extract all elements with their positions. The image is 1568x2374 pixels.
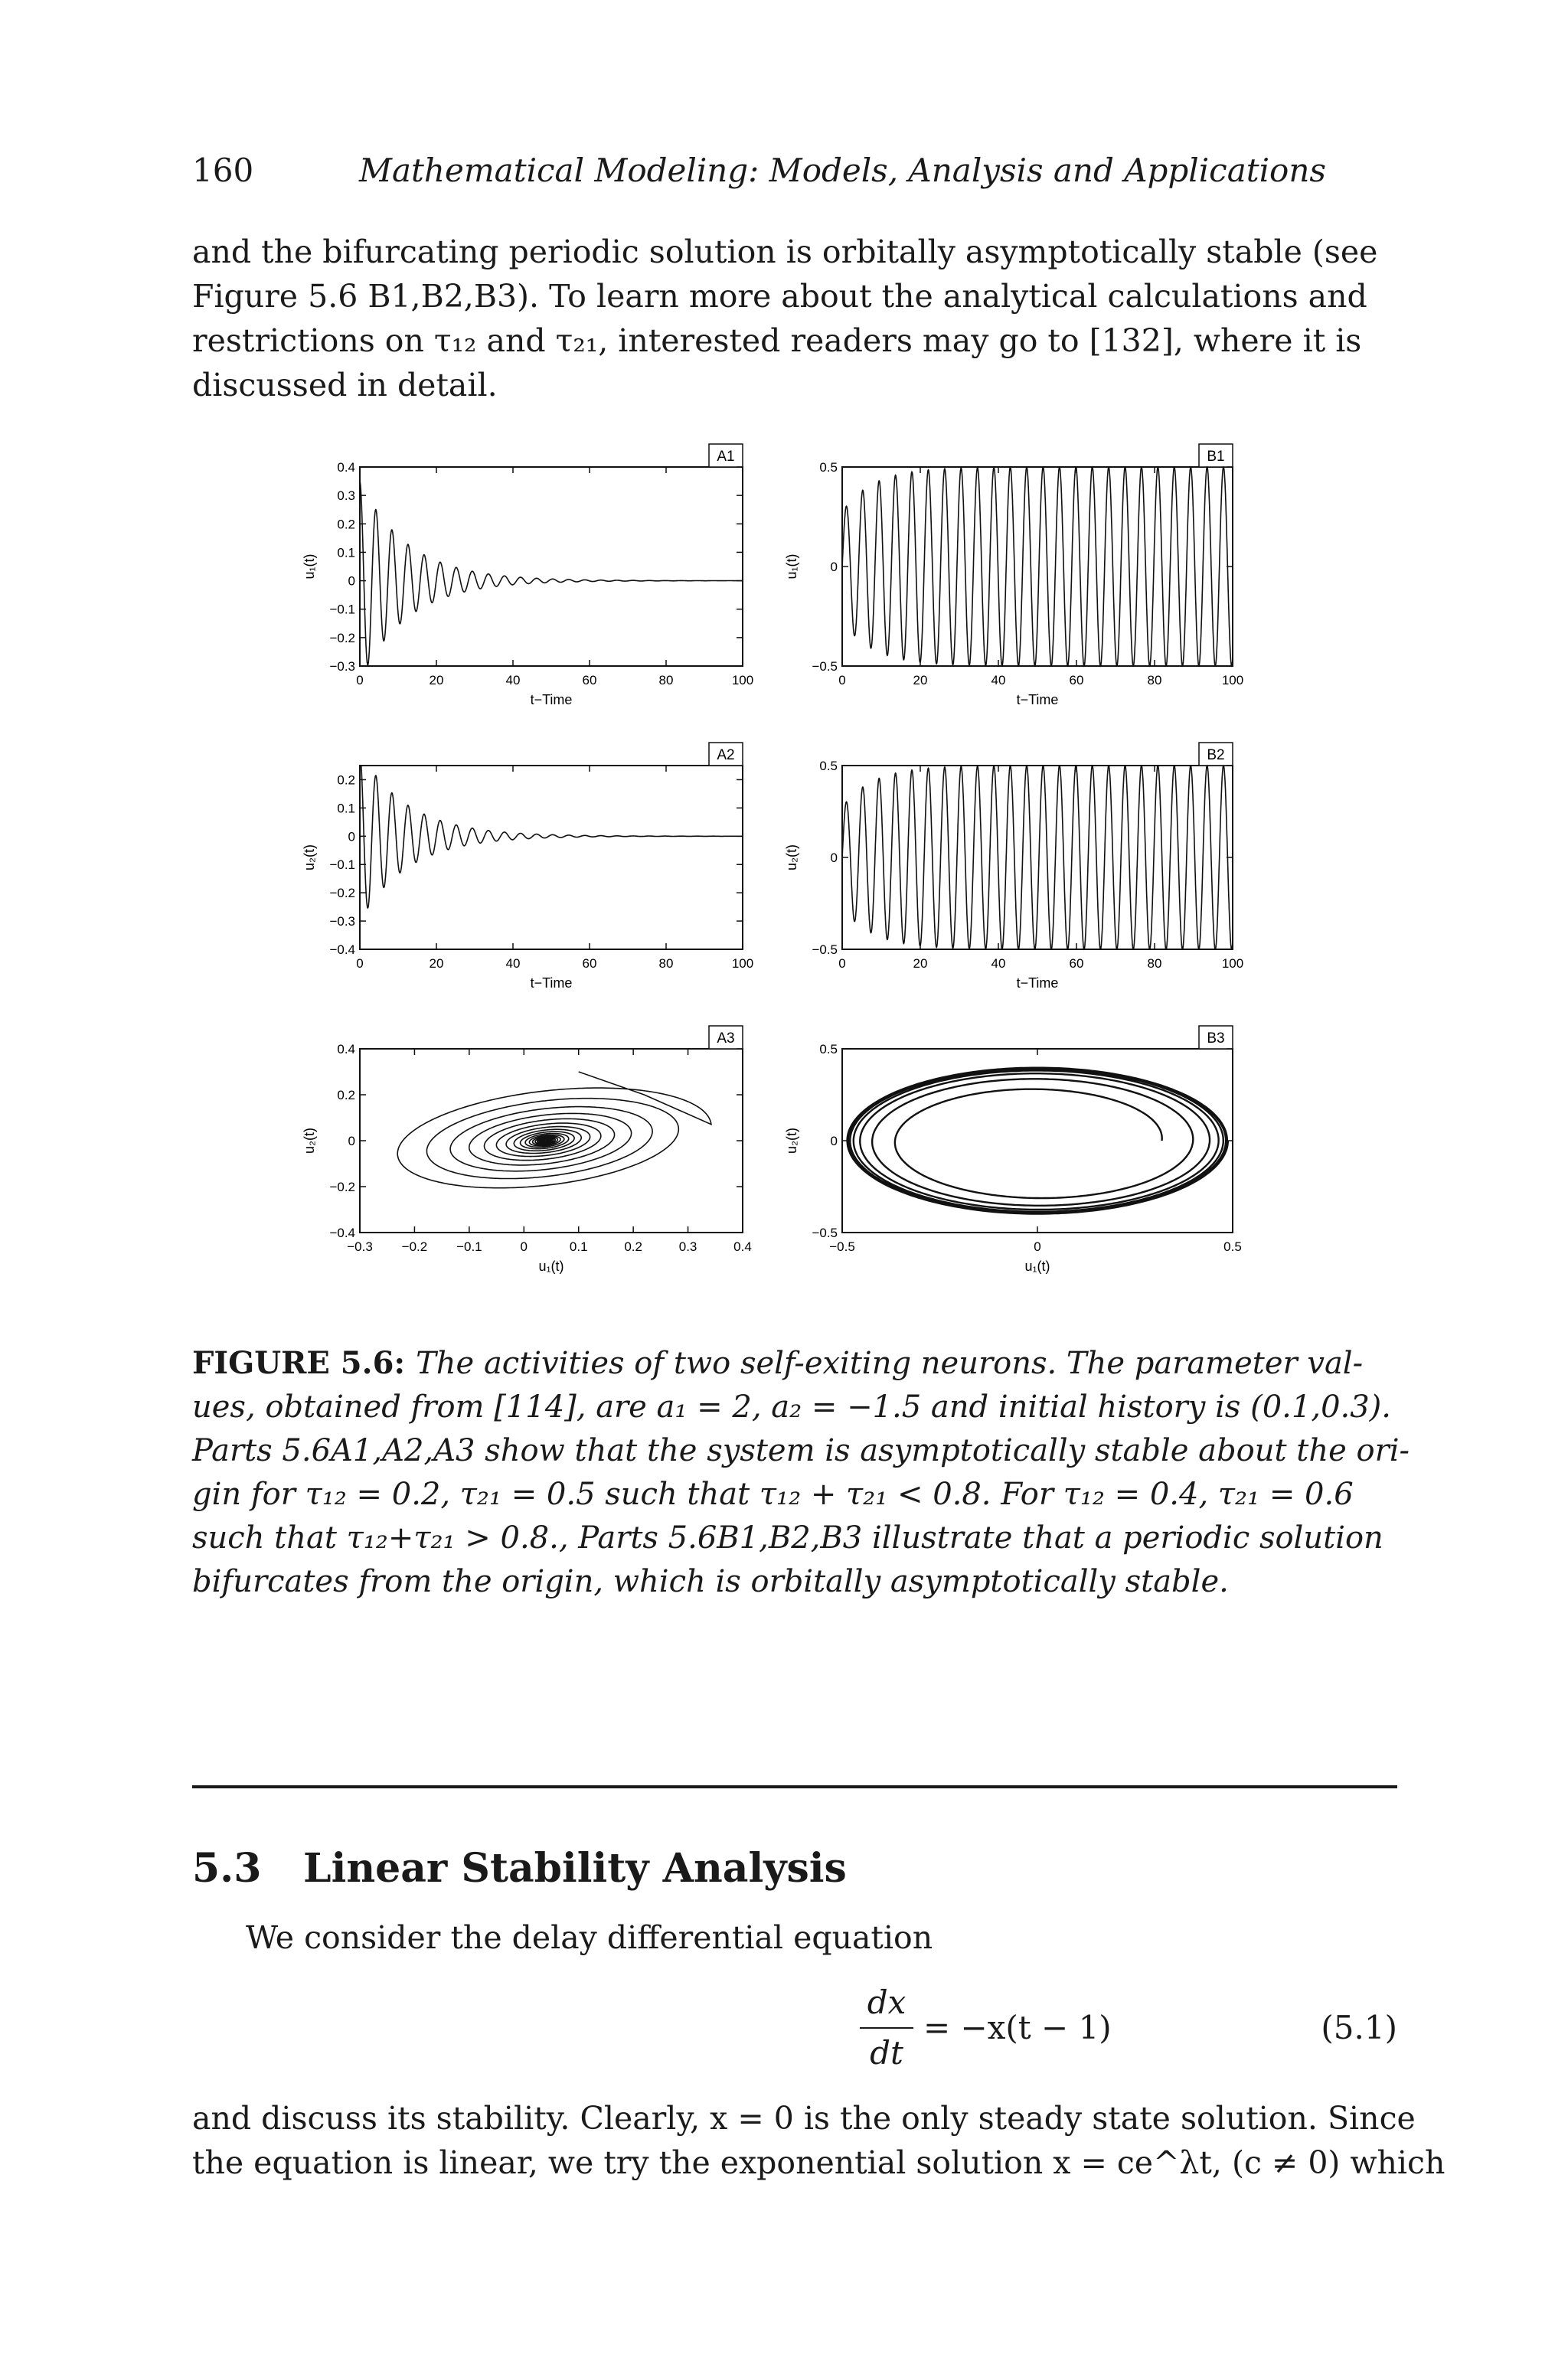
y-tick-label: −0.1 — [329, 857, 355, 873]
x-tick-label: 20 — [429, 956, 444, 971]
y-tick-label: 0 — [348, 1134, 355, 1148]
x-tick-label: 100 — [731, 673, 754, 687]
closing-paragraph — [192, 2096, 1446, 2185]
data-series-line — [360, 766, 743, 908]
panel-label: A3 — [717, 1030, 735, 1047]
y-tick-label: 0.3 — [337, 488, 355, 504]
x-tick-label: 0 — [1034, 1239, 1041, 1254]
section-divider — [192, 1785, 1397, 1788]
x-tick-label: 0.1 — [569, 1239, 588, 1254]
derivative-fraction — [860, 1983, 913, 2073]
x-tick-label: 0 — [356, 673, 364, 687]
caption-line: gin for τ₁₂ = 0.2, τ₂₁ = 0.5 such that τ₁₂ + τ₂₁ < 0.8. For τ₁₂ = 0.4, τ₂₁ = 0.6 — [192, 1477, 1354, 1512]
y-axis-label: u₂(t) — [784, 844, 799, 870]
x-tick-label: 0 — [520, 1239, 528, 1254]
panel-label: A1 — [717, 449, 735, 465]
data-series-line — [842, 766, 1233, 949]
x-tick-label: −0.5 — [829, 1239, 855, 1254]
data-series-line — [360, 482, 743, 665]
data-series-line — [848, 1068, 1228, 1214]
caption-line: such that τ₁₂+τ₂₁ > 0.8., Parts 5.6B1,B2,B3 illustrate that a periodic solution — [192, 1520, 1383, 1556]
data-series-line — [842, 467, 1233, 666]
x-tick-label: 60 — [1069, 673, 1084, 687]
y-tick-label: −0.5 — [812, 659, 838, 674]
y-tick-label: 0.5 — [819, 460, 838, 475]
caption-line: Parts 5.6A1,A2,A3 show that the system is asymptotically stable about the ori- — [192, 1433, 1410, 1468]
y-tick-label: 0.2 — [337, 1088, 355, 1102]
x-tick-label: 0.2 — [624, 1239, 642, 1254]
paragraph-line: and the bifurcating periodic solution is orbitally asymptotically stable (see — [192, 233, 1378, 270]
fraction-bar — [860, 2027, 913, 2029]
y-tick-label: 0.1 — [337, 545, 355, 560]
chart-panel-a3 — [291, 1018, 750, 1301]
x-tick-label: 20 — [429, 673, 444, 687]
x-tick-label: 40 — [505, 956, 521, 971]
paragraph-line: discussed in detail. — [192, 367, 498, 403]
y-tick-label: 0.4 — [337, 1042, 355, 1056]
x-tick-label: 60 — [1069, 956, 1084, 971]
data-series-line — [397, 1072, 711, 1188]
y-axis-label: u₁(t) — [784, 553, 799, 580]
x-tick-label: 40 — [991, 673, 1006, 687]
chart-panel-a1 — [291, 436, 754, 735]
x-tick-label: 0 — [838, 956, 846, 971]
equation-5-1 — [192, 1983, 1397, 2082]
y-tick-label: −0.2 — [329, 1180, 355, 1194]
y-axis-label: u₂(t) — [302, 1128, 317, 1154]
x-axis-label: t−Time — [530, 975, 573, 991]
x-tick-label: 0.5 — [1223, 1239, 1242, 1254]
x-tick-label: 100 — [1221, 673, 1244, 687]
chart-panel-a2 — [291, 735, 754, 1018]
equation-rhs: = −x(t − 1) — [923, 2009, 1112, 2046]
x-tick-label: 60 — [582, 956, 597, 971]
panel-label: A2 — [717, 747, 735, 763]
y-axis-label: u₂(t) — [302, 844, 317, 870]
chart-panel-b2 — [773, 735, 1244, 1018]
y-tick-label: 0.2 — [337, 517, 355, 532]
figure-caption: FIGURE 5.6: The activities of two self-exiting neurons. The parameter val- ues, obtained from [114], are a₁ = 2, a₂ = −1.5 and initial history is (0.1,0.3). Parts 5.6A1,A2,A3 show that the system is asymptotically stable about the ori- gin for τ₁₂ = 0.2, τ₂₁ = 0.5 such that τ₁₂ + τ₂₁ < 0.8. For τ₁₂ = 0.4, τ₂₁ = 0.6 such that τ₁₂+τ₂₁ > 0.8., Parts 5.6B1,B2,B3 illustrate that a periodic solution bifurcates from the origin, which is orbitally asymptotically stable. — [192, 1341, 1397, 1604]
x-axis-label: t−Time — [530, 692, 573, 707]
section-title: Linear Stability Analysis — [303, 1845, 847, 1892]
y-tick-label: −0.1 — [329, 602, 355, 617]
x-tick-label: 0.4 — [733, 1239, 752, 1254]
y-tick-label: −0.4 — [329, 1226, 355, 1240]
panel-label: B2 — [1207, 747, 1225, 763]
x-tick-label: −0.3 — [347, 1239, 373, 1254]
caption-label: FIGURE 5.6 — [192, 1345, 394, 1381]
x-tick-label: 80 — [1147, 956, 1162, 971]
intro-paragraph — [192, 230, 1397, 407]
y-tick-label: −0.5 — [812, 942, 838, 957]
y-tick-label: 0 — [830, 851, 838, 865]
section-intro: We consider the delay differential equation — [246, 1919, 933, 1956]
y-tick-label: 0.4 — [337, 460, 355, 475]
x-tick-label: 40 — [991, 956, 1006, 971]
y-tick-label: 0 — [348, 829, 355, 844]
y-tick-label: 0.2 — [337, 772, 355, 788]
x-tick-label: 0 — [838, 673, 846, 687]
equation-number: (5.1) — [1321, 2009, 1397, 2046]
x-tick-label: 80 — [658, 673, 674, 687]
y-tick-label: −0.4 — [329, 942, 355, 957]
x-tick-label: 100 — [731, 956, 754, 971]
x-tick-label: 0.3 — [678, 1239, 697, 1254]
running-header — [192, 152, 1397, 198]
y-tick-label: 0.5 — [819, 759, 838, 773]
x-tick-label: −0.1 — [456, 1239, 482, 1254]
x-tick-label: −0.2 — [401, 1239, 428, 1254]
y-tick-label: −0.2 — [329, 886, 355, 901]
y-tick-label: 0.5 — [819, 1042, 838, 1056]
paragraph-line: restrictions on τ₁₂ and τ₂₁, interested readers may go to [132], where it is — [192, 322, 1362, 359]
panel-label: B3 — [1207, 1030, 1225, 1047]
y-tick-label: −0.3 — [329, 659, 355, 674]
chart-panel-b1 — [773, 436, 1244, 735]
paragraph-line: Figure 5.6 B1,B2,B3). To learn more about the analytical calculations and — [192, 278, 1367, 315]
y-axis-label: u₂(t) — [784, 1128, 799, 1154]
section-heading — [192, 1845, 847, 1892]
x-tick-label: 20 — [913, 673, 928, 687]
caption-line: ues, obtained from [114], are a₁ = 2, a₂ = −1.5 and initial history is (0.1,0.3). — [192, 1389, 1391, 1425]
chart-panel-b3 — [773, 1018, 1240, 1301]
caption-line: The activities of two self-exiting neurons. The parameter val- — [416, 1346, 1364, 1381]
y-tick-label: −0.5 — [812, 1226, 838, 1240]
x-tick-label: 100 — [1221, 956, 1244, 971]
y-tick-label: 0 — [348, 573, 355, 589]
section-number: 5.3 — [192, 1845, 262, 1892]
fraction-numerator: dx — [867, 1984, 906, 2021]
x-tick-label: 60 — [582, 673, 597, 687]
y-tick-label: −0.3 — [329, 914, 355, 929]
panel-label: B1 — [1207, 449, 1225, 465]
y-tick-label: 0 — [830, 560, 838, 574]
x-tick-label: 80 — [1147, 673, 1162, 687]
y-tick-label: −0.2 — [329, 630, 355, 645]
paragraph-line: and discuss its stability. Clearly, x = 0 is the only steady state solution. Since — [192, 2100, 1416, 2137]
paragraph-line: the equation is linear, we try the exponential solution x = ce^λt, (c ≠ 0) which — [192, 2144, 1446, 2181]
x-axis-label: u₁(t) — [538, 1259, 564, 1274]
y-tick-label: 0.1 — [337, 801, 355, 816]
x-axis-label: u₁(t) — [1024, 1259, 1050, 1274]
running-title: Mathematical Modeling: Models, Analysis and Applications — [359, 152, 1326, 189]
x-axis-label: t−Time — [1016, 692, 1059, 707]
caption-line: bifurcates from the origin, which is orbitally asymptotically stable. — [192, 1564, 1229, 1599]
x-tick-label: 0 — [356, 956, 364, 971]
x-tick-label: 80 — [658, 956, 674, 971]
page-number: 160 — [192, 152, 254, 189]
x-tick-label: 40 — [505, 673, 521, 687]
figure-5-6 — [291, 436, 1244, 1301]
x-tick-label: 20 — [913, 956, 928, 971]
y-tick-label: 0 — [830, 1134, 838, 1148]
plot-frame — [360, 467, 743, 666]
y-axis-label: u₁(t) — [302, 553, 317, 580]
x-axis-label: t−Time — [1016, 975, 1059, 991]
fraction-denominator: dt — [870, 2034, 903, 2072]
